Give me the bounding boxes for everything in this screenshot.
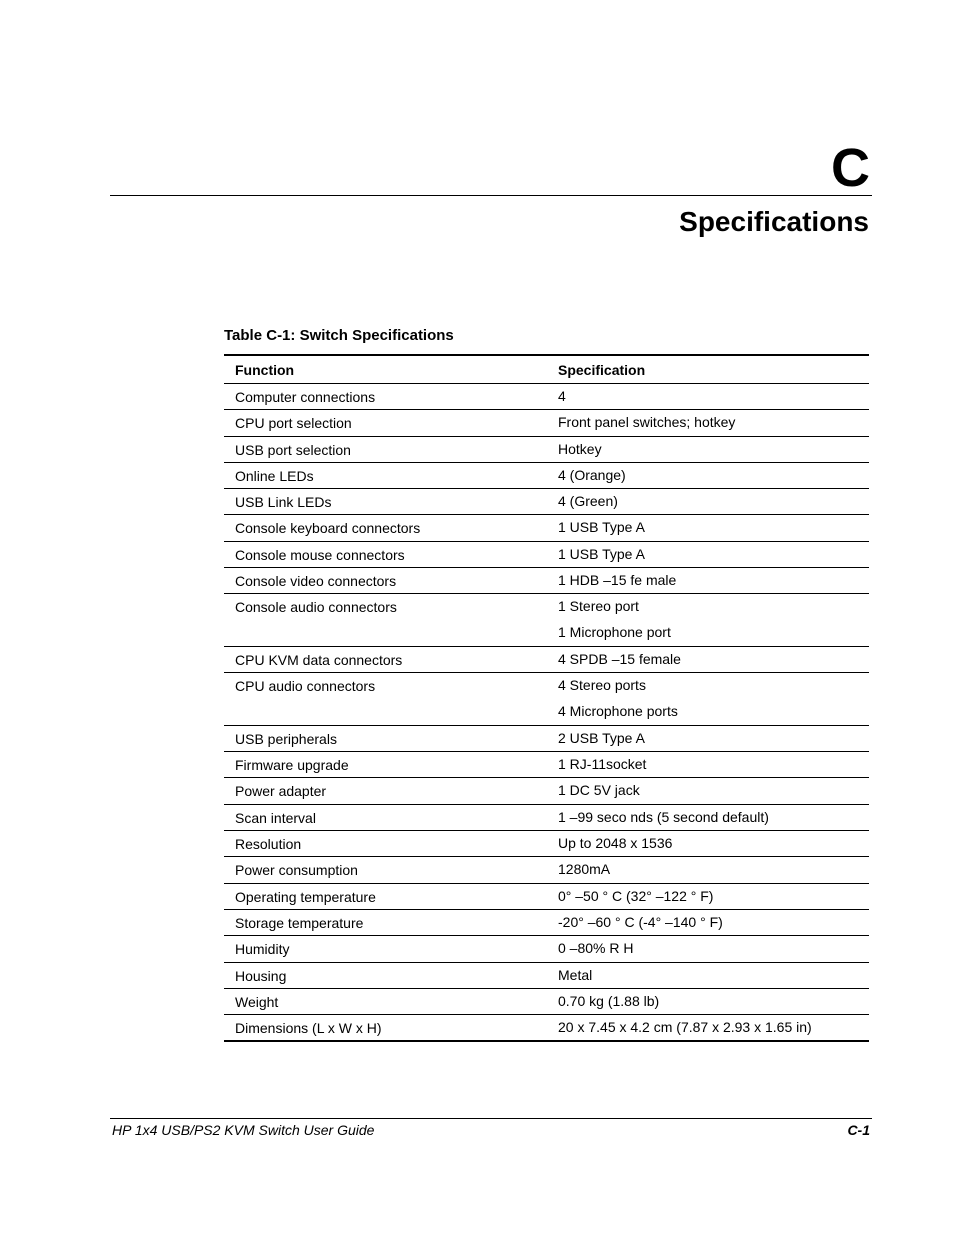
function-cell: Console video connectors	[224, 568, 547, 594]
specification-cell	[547, 489, 869, 515]
function-cell: Computer connections	[224, 384, 547, 410]
specification-cell	[547, 436, 869, 462]
specification-value: -20° –60 ° C (-4° –140 ° F)	[558, 913, 723, 930]
table-row	[224, 725, 869, 751]
table-row	[224, 909, 869, 935]
specification-cell	[547, 568, 869, 594]
table-row	[224, 857, 869, 883]
function-cell: Firmware upgrade	[224, 752, 547, 778]
function-cell: USB port selection	[224, 436, 547, 462]
table-header-row	[224, 355, 869, 384]
chapter-title: Specifications	[679, 206, 869, 237]
specification-cell	[547, 515, 869, 541]
specification-cell	[547, 384, 869, 410]
specification-value: 4 Stereo ports	[558, 677, 646, 694]
chapter-letter: C	[831, 138, 870, 198]
table-row	[224, 462, 869, 488]
function-cell: Online LEDs	[224, 462, 547, 488]
function-cell: Power consumption	[224, 857, 547, 883]
table-row	[224, 673, 869, 726]
specification-cell	[547, 541, 869, 567]
specification-value: 1 RJ-11socket	[558, 756, 647, 773]
specification-value: 1 USB Type A	[558, 519, 645, 536]
function-cell: Power adapter	[224, 778, 547, 804]
table-row	[224, 410, 869, 436]
function-cell: Weight	[224, 988, 547, 1014]
function-cell: Console mouse connectors	[224, 541, 547, 567]
function-cell: USB peripherals	[224, 725, 547, 751]
function-cell: Storage temperature	[224, 909, 547, 935]
specification-cell	[547, 857, 869, 883]
table-row	[224, 988, 869, 1014]
function-cell: Console keyboard connectors	[224, 515, 547, 541]
specification-cell	[547, 594, 869, 647]
specification-cell	[547, 462, 869, 488]
specification-value: Metal	[558, 966, 593, 983]
function-cell: Housing	[224, 962, 547, 988]
specification-cell	[547, 936, 869, 962]
specification-cell	[547, 883, 869, 909]
table-row	[224, 489, 869, 515]
specification-cell	[547, 1015, 869, 1041]
specification-value: 0 –80% R H	[558, 940, 634, 957]
column-header-function: Function	[224, 355, 547, 384]
specification-value: 1 Stereo port	[558, 598, 639, 615]
table-row	[224, 831, 869, 857]
function-cell: Scan interval	[224, 804, 547, 830]
footer-document-title: HP 1x4 USB/PS2 KVM Switch User Guide	[112, 1122, 375, 1138]
footer-divider	[110, 1118, 872, 1119]
specification-value: 1 DC 5V jack	[558, 782, 640, 799]
table-row	[224, 384, 869, 410]
specification-cell	[547, 646, 869, 672]
specification-value: 1 USB Type A	[558, 545, 645, 562]
specifications-table	[224, 354, 869, 1042]
specification-value: 1 HDB –15 fe male	[558, 572, 677, 589]
function-cell: Humidity	[224, 936, 547, 962]
table-row	[224, 883, 869, 909]
specification-value: Up to 2048 x 1536	[558, 835, 673, 852]
footer-page-number: C-1	[847, 1122, 870, 1138]
table-caption: Table C-1: Switch Specifications	[224, 327, 454, 344]
function-cell: Resolution	[224, 831, 547, 857]
specification-value: 4	[558, 388, 566, 404]
table-row	[224, 436, 869, 462]
specification-value: 20 x 7.45 x 4.2 cm (7.87 x 2.93 x 1.65 in)	[558, 1019, 812, 1036]
specification-value: 2 USB Type A	[558, 729, 645, 746]
table-body	[224, 384, 869, 1041]
specification-cell	[547, 725, 869, 751]
specification-cell	[547, 673, 869, 726]
table-row	[224, 804, 869, 830]
table-row	[224, 568, 869, 594]
table-row	[224, 515, 869, 541]
function-cell: USB Link LEDs	[224, 489, 547, 515]
specification-cell	[547, 831, 869, 857]
specification-cell	[547, 988, 869, 1014]
specification-value: 4 (Green)	[558, 493, 618, 510]
specification-value: 4 Microphone ports	[558, 703, 678, 720]
function-cell: Dimensions (L x W x H)	[224, 1015, 547, 1041]
table-row	[224, 936, 869, 962]
specification-cell	[547, 909, 869, 935]
specification-value: Hotkey	[558, 440, 602, 457]
function-cell: CPU port selection	[224, 410, 547, 436]
specification-value: 0.70 kg (1.88 lb)	[558, 992, 660, 1009]
specification-cell	[547, 410, 869, 436]
function-cell: Operating temperature	[224, 883, 547, 909]
table-row	[224, 646, 869, 672]
table-row	[224, 1015, 869, 1041]
chapter-divider	[110, 195, 872, 196]
function-cell: Console audio connectors	[224, 594, 547, 647]
specification-value: 4 (Orange)	[558, 466, 626, 483]
specification-cell	[547, 752, 869, 778]
table-row	[224, 778, 869, 804]
table-row	[224, 752, 869, 778]
function-cell: CPU KVM data connectors	[224, 646, 547, 672]
specification-cell	[547, 804, 869, 830]
specification-value: Front panel switches; hotkey	[558, 414, 736, 431]
specification-value: 1 –99 seco nds (5 second default)	[558, 808, 769, 825]
specification-value: 0° –50 ° C (32° –122 ° F)	[558, 887, 714, 904]
table-row	[224, 594, 869, 647]
specification-cell	[547, 778, 869, 804]
function-cell: CPU audio connectors	[224, 673, 547, 726]
specification-value: 4 SPDB –15 female	[558, 650, 681, 667]
column-header-specification: Specification	[547, 355, 869, 384]
specification-value: 1280mA	[558, 861, 611, 878]
specification-value: 1 Microphone port	[558, 624, 671, 641]
table-row	[224, 962, 869, 988]
table-row	[224, 541, 869, 567]
specification-cell	[547, 962, 869, 988]
